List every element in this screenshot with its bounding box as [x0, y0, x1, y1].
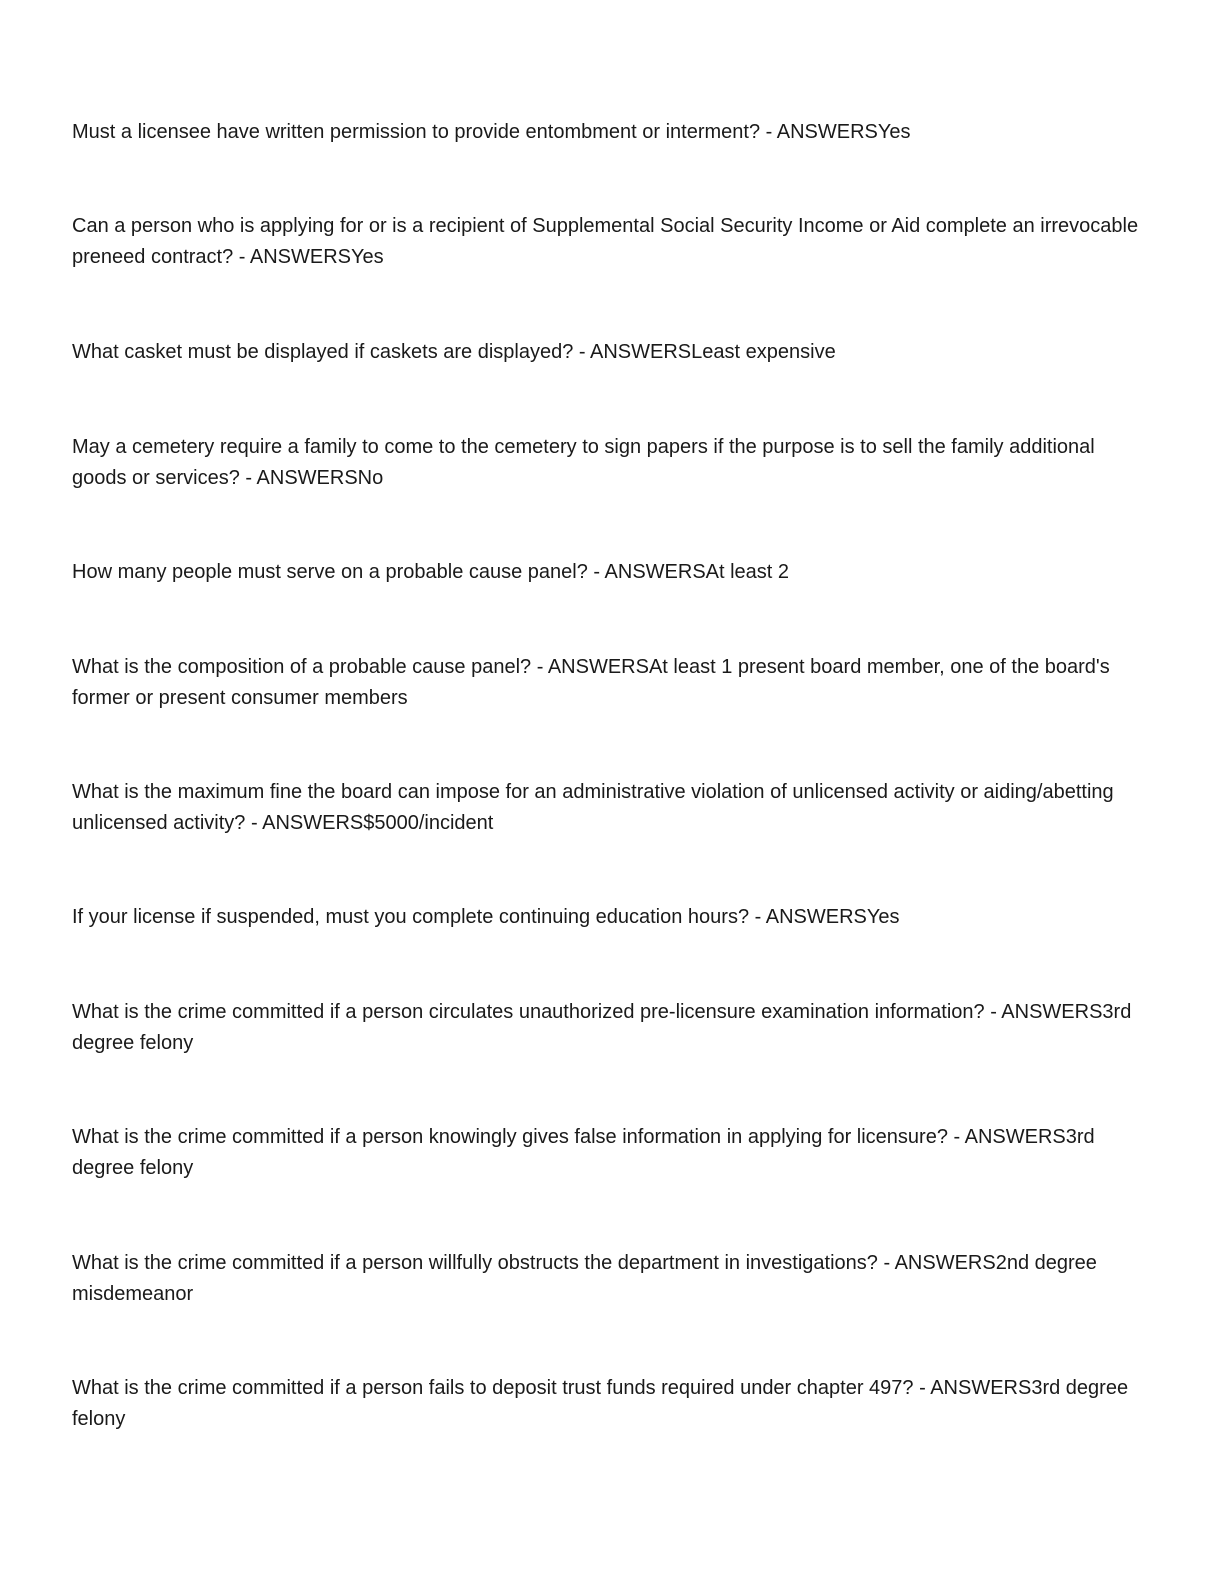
- qa-item-8: If your license if suspended, must you complete continuing education hours? - ANSWERSYes: [72, 906, 900, 928]
- qa-item-10: What is the crime committed if a person knowingly gives false information in applying for licensure? - ANSWERS3rd degree felony: [72, 1126, 1095, 1179]
- qa-item-12: What is the crime committed if a person fails to deposit trust funds required under chapter 497? - ANSWERS3rd degree felony: [72, 1377, 1129, 1430]
- qa-item-11: What is the crime committed if a person willfully obstructs the department in investigations? - ANSWERS2nd degree misdemeanor: [72, 1252, 1097, 1305]
- qa-item-2: Can a person who is applying for or is a recipient of Supplemental Social Security Income or Aid complete an irrevocable preneed contract? - ANSWERSYes: [72, 215, 1139, 268]
- qa-item-9: What is the crime committed if a person circulates unauthorized pre-licensure examination information? - ANSWERS3rd degree felony: [72, 1001, 1132, 1054]
- qa-item-7: What is the maximum fine the board can impose for an administrative violation of unlicensed activity or aiding/abetting unlicensed activity? - ANSWERS$5000/incident: [72, 781, 1114, 834]
- qa-item-1: Must a licensee have written permission to provide entombment or interment? - ANSWERSYes: [72, 121, 911, 143]
- qa-item-5: How many people must serve on a probable cause panel? - ANSWERSAt least 2: [72, 561, 790, 583]
- qa-item-4: May a cemetery require a family to come to the cemetery to sign papers if the purpose is to sell the family additional goods or services? - ANSWERSNo: [72, 436, 1095, 489]
- qa-item-6: What is the composition of a probable cause panel? - ANSWERSAt least 1 present board member, one of the board's former or present consumer members: [72, 656, 1110, 709]
- qa-item-3: What casket must be displayed if caskets are displayed? - ANSWERSLeast expensive: [72, 341, 836, 363]
